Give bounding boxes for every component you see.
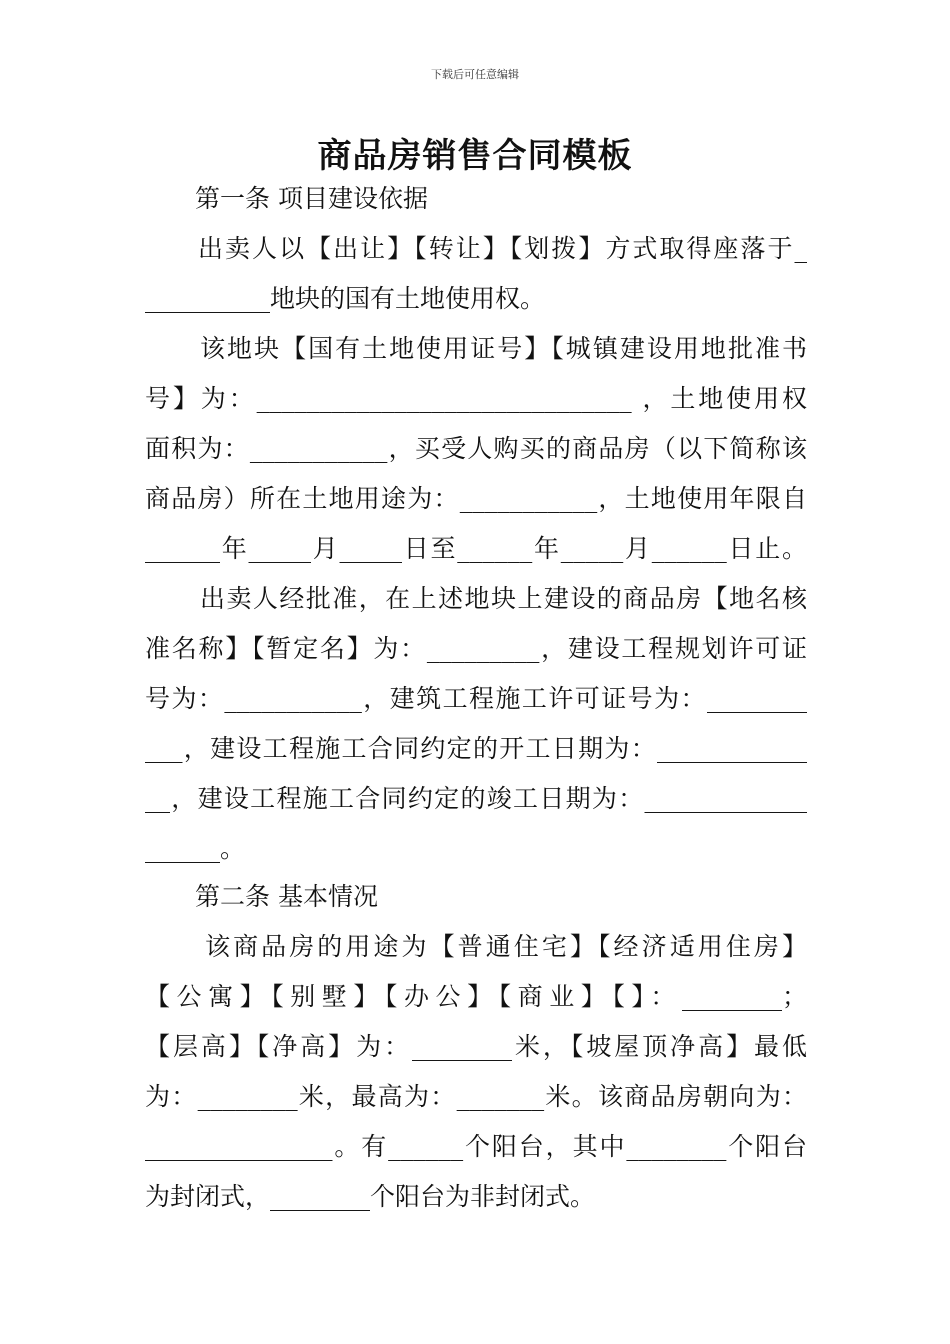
paragraph-line: ___，建设工程施工合同约定的开工日期为：____________ xyxy=(145,734,807,763)
paragraph-line: __________地块的国有土地使用权。 xyxy=(145,284,546,313)
header-note: 下载后可任意编辑 xyxy=(431,68,519,81)
paragraph-line: 号为：___________，建筑工程施工许可证号为：________ xyxy=(145,684,807,713)
paragraph-line: 出卖人以【出让】【转让】【划拨】方式取得座落于_ xyxy=(198,234,807,263)
paragraph-line: 【公寓】【别墅】【办公】【商业】【】：________； xyxy=(145,982,807,1011)
paragraph-line: 为封闭式，________个阳台为非封闭式。 xyxy=(145,1182,596,1211)
paragraph-line: 商品房）所在土地用途为：___________，土地使用年限自 xyxy=(145,484,807,513)
paragraph-line: 该地块【国有土地使用证号】【城镇建设用地批准书 xyxy=(200,334,807,363)
paragraph-line: 【层高】【净高】为：________米，【坡屋顶净高】最低 xyxy=(145,1032,807,1061)
paragraph-line: 出卖人经批准，在上述地块上建设的商品房【地名核 xyxy=(200,584,807,613)
paragraph-line: ______年_____月_____日至______年_____月______日止。 xyxy=(145,534,807,563)
paragraph-line: 面积为：___________，买受人购买的商品房（以下简称该 xyxy=(145,434,807,463)
document-title: 商品房销售合同模板 xyxy=(317,136,633,176)
paragraph-line: ______。 xyxy=(145,834,246,863)
paragraph-line: _______________。有______个阳台，其中________个阳台 xyxy=(145,1132,807,1161)
paragraph-line: 号】为：______________________________ ，土地使用权 xyxy=(145,384,807,413)
paragraph-line: 该商品房的用途为【普通住宅】【经济适用住房】 xyxy=(205,932,807,961)
article-2-heading: 第二条 基本情况 xyxy=(195,882,378,911)
article-1-heading: 第一条 项目建设依据 xyxy=(195,184,428,213)
paragraph-line: __，建设工程施工合同约定的竣工日期为：_____________ xyxy=(145,784,807,813)
paragraph-line: 准名称】【暂定名】为：_________，建设工程规划许可证 xyxy=(145,634,807,663)
paragraph-line: 为：________米，最高为：_______米。该商品房朝向为： xyxy=(145,1082,807,1111)
